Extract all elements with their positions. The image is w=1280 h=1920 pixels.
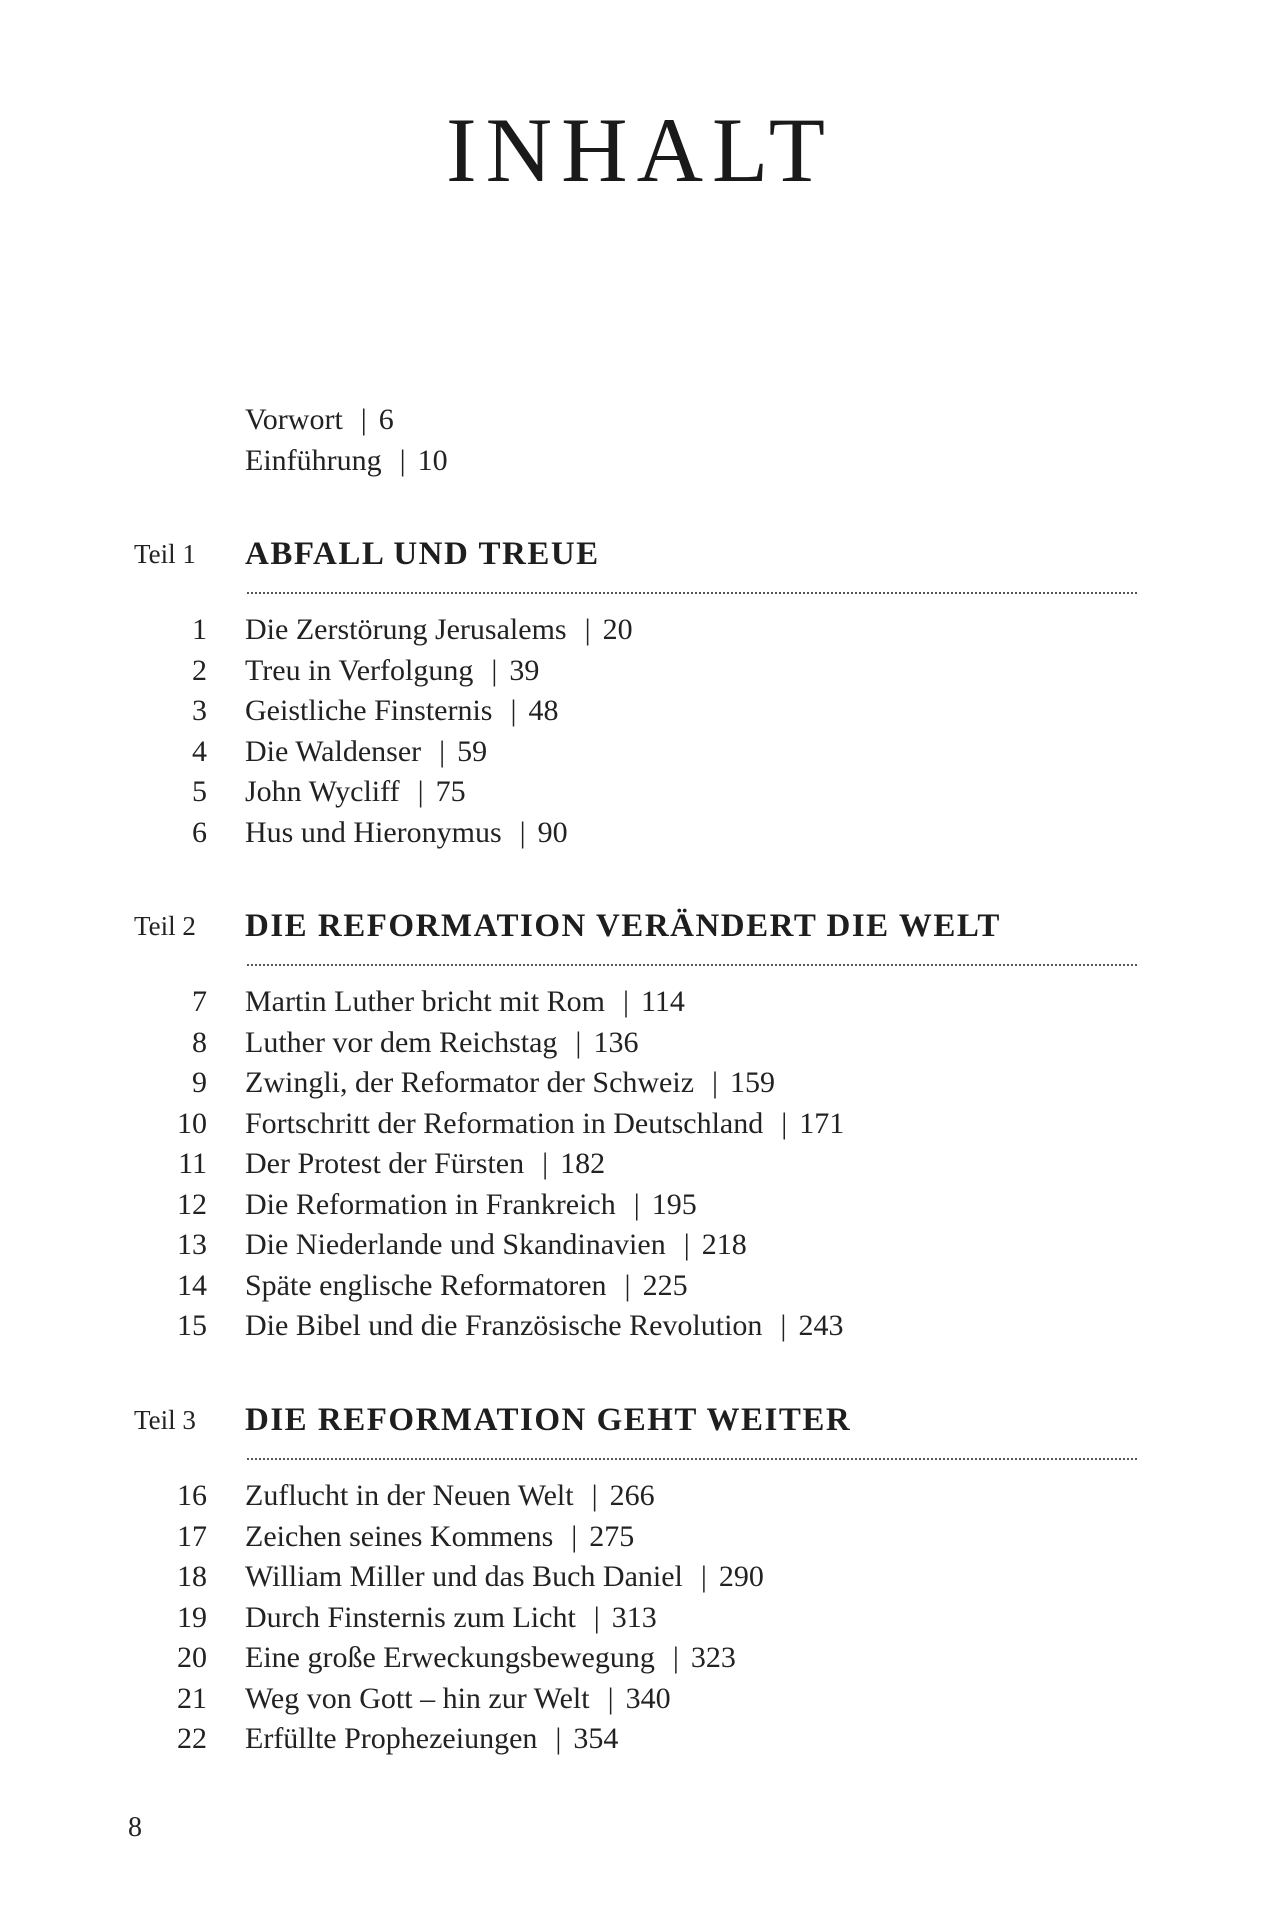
part-heading[interactable] [0, 902, 1280, 950]
entry-line [245, 400, 394, 440]
entry-title: Weg von Gott – hin zur Welt [245, 1681, 590, 1715]
chapter-entry[interactable] [0, 1144, 1280, 1184]
chapter-entry[interactable] [0, 1638, 1280, 1678]
page-separator: | [622, 985, 629, 1018]
page-separator: | [399, 443, 406, 477]
chapter-entry[interactable] [0, 1719, 1280, 1759]
entry-line [245, 772, 466, 812]
entry-line [245, 1719, 618, 1759]
part-label: Teil 3 [134, 1405, 196, 1435]
chapter-number: 1 [192, 613, 207, 646]
chapter-number: 12 [177, 1187, 207, 1221]
chapter-number: 14 [177, 1268, 207, 1302]
dotted-divider [247, 1458, 1137, 1460]
entry-title: Die Niederlande und Skandinavien [245, 1228, 666, 1261]
entry-line [245, 691, 559, 731]
entry-title: Eine große Erweckungsbewegung [245, 1641, 655, 1674]
entry-page-number: 39 [509, 653, 540, 687]
entry-line [245, 982, 685, 1022]
chapter-entry[interactable] [0, 813, 1280, 853]
entry-line [245, 1306, 843, 1346]
chapter-number: 20 [177, 1641, 207, 1674]
entry-page-number: 90 [537, 815, 568, 849]
page-separator: | [510, 694, 517, 727]
entry-title: Die Bibel und die Französische Revolution [245, 1309, 763, 1342]
entry-title: John Wycliff [245, 775, 400, 808]
page-separator: | [584, 613, 591, 646]
front-matter-entry[interactable] [0, 441, 1280, 481]
page-separator: | [624, 1268, 631, 1302]
entry-page-number: 136 [593, 1025, 639, 1059]
page-separator: | [607, 1681, 614, 1715]
chapter-number: 18 [177, 1560, 207, 1593]
entry-page-number: 114 [640, 985, 685, 1018]
page-separator: | [491, 653, 498, 687]
entry-line [245, 1225, 747, 1265]
entry-title: Zuflucht in der Neuen Welt [245, 1479, 574, 1512]
entry-title: Einführung [245, 443, 382, 477]
entry-line [245, 1476, 655, 1516]
part-title: DIE REFORMATION VERÄNDERT DIE WELT [245, 908, 1001, 944]
chapter-entry[interactable] [0, 1306, 1280, 1346]
chapter-number: 16 [177, 1479, 207, 1512]
entry-title: Treu in Verfolgung [245, 653, 474, 687]
page-separator: | [591, 1479, 598, 1512]
entry-page-number: 75 [435, 775, 466, 808]
entry-page-number: 266 [609, 1479, 655, 1512]
page-separator: | [571, 1519, 578, 1553]
part-label: Teil 2 [134, 911, 196, 941]
chapter-entry[interactable] [0, 1225, 1280, 1265]
entry-page-number: 313 [611, 1600, 657, 1634]
page-separator: | [780, 1309, 787, 1342]
chapter-number: 19 [177, 1600, 207, 1634]
entry-line [245, 651, 539, 691]
entry-title: Zeichen seines Kommens [245, 1519, 554, 1553]
chapter-number: 17 [177, 1519, 207, 1553]
page-separator: | [593, 1600, 600, 1634]
page-number: 8 [128, 1812, 142, 1843]
chapter-entry[interactable] [0, 1104, 1280, 1144]
entry-title: Vorwort [245, 403, 343, 436]
chapter-entry[interactable] [0, 982, 1280, 1022]
chapter-number: 10 [177, 1106, 207, 1140]
page-separator: | [417, 775, 424, 808]
chapter-number: 9 [192, 1066, 207, 1099]
entry-page-number: 218 [701, 1228, 747, 1261]
chapter-number: 8 [192, 1025, 207, 1059]
entry-page-number: 323 [690, 1641, 736, 1674]
entry-page-number: 354 [573, 1722, 619, 1755]
chapter-number: 5 [192, 775, 207, 808]
chapter-entry[interactable] [0, 691, 1280, 731]
chapter-entry[interactable] [0, 1679, 1280, 1719]
entry-page-number: 340 [625, 1681, 671, 1715]
front-matter-entry[interactable] [0, 400, 1280, 440]
chapter-entry[interactable] [0, 1063, 1280, 1103]
entry-title: Die Reformation in Frankreich [245, 1187, 616, 1221]
entry-title: Die Waldenser [245, 734, 422, 768]
part-title: ABFALL UND TREUE [245, 536, 600, 572]
entry-page-number: 275 [589, 1519, 635, 1553]
chapter-number: 21 [177, 1681, 207, 1715]
chapter-number: 22 [177, 1722, 207, 1755]
chapter-number: 4 [192, 734, 207, 768]
chapter-number: 3 [192, 694, 207, 727]
chapter-number: 13 [177, 1228, 207, 1261]
entry-line [245, 1598, 657, 1638]
page-separator: | [633, 1187, 640, 1221]
entry-line [245, 1023, 638, 1063]
entry-title: Späte englische Reformatoren [245, 1268, 607, 1302]
chapter-entry[interactable] [0, 1476, 1280, 1516]
entry-title: Geistliche Finsternis [245, 694, 493, 727]
entry-title: William Miller und das Buch Daniel [245, 1560, 683, 1593]
entry-page-number: 290 [718, 1560, 764, 1593]
entry-page-number: 225 [642, 1268, 688, 1302]
part-label: Teil 1 [134, 539, 196, 569]
chapter-entry[interactable] [0, 772, 1280, 812]
entry-title: Luther vor dem Reichstag [245, 1025, 558, 1059]
entry-title: Martin Luther bricht mit Rom [245, 985, 605, 1018]
entry-line [245, 1266, 688, 1306]
entry-page-number: 20 [602, 613, 633, 646]
part-title: DIE REFORMATION GEHT WEITER [245, 1402, 852, 1438]
page-separator: | [575, 1025, 582, 1059]
page-separator: | [439, 734, 446, 768]
chapter-entry[interactable] [0, 732, 1280, 772]
entry-line [245, 732, 487, 772]
page-separator: | [542, 1147, 549, 1180]
chapter-entry[interactable] [0, 1185, 1280, 1225]
chapter-entry[interactable] [0, 1557, 1280, 1597]
entry-line [245, 610, 633, 650]
entry-title: Durch Finsternis zum Licht [245, 1600, 576, 1634]
chapter-entry[interactable] [0, 651, 1280, 691]
page-separator: | [555, 1722, 562, 1755]
entry-page-number: 182 [560, 1147, 606, 1180]
dotted-divider [247, 964, 1137, 966]
entry-title: Hus und Hieronymus [245, 815, 502, 849]
page-separator: | [360, 403, 367, 436]
chapter-entry[interactable] [0, 1598, 1280, 1638]
entry-title: Die Zerstörung Jerusalems [245, 613, 567, 646]
chapter-entry[interactable] [0, 610, 1280, 650]
entry-line [245, 1638, 736, 1678]
page-separator: | [683, 1228, 690, 1261]
entry-page-number: 243 [798, 1309, 844, 1342]
entry-title: Zwingli, der Reformator der Schweiz [245, 1066, 695, 1099]
chapter-entry[interactable] [0, 1266, 1280, 1306]
dotted-divider [247, 592, 1137, 594]
chapter-number: 6 [192, 815, 207, 849]
entry-line [245, 441, 448, 481]
chapter-number: 11 [178, 1147, 207, 1180]
part-heading[interactable] [0, 530, 1280, 578]
entry-title: Fortschritt der Reformation in Deutschland [245, 1106, 764, 1140]
entry-line [245, 1063, 775, 1103]
entry-line [245, 1517, 634, 1557]
page-separator: | [781, 1106, 788, 1140]
entry-line [245, 1185, 697, 1225]
entry-line [245, 1557, 764, 1597]
page-separator: | [712, 1066, 719, 1099]
chapter-entry[interactable] [0, 1517, 1280, 1557]
page-separator: | [672, 1641, 679, 1674]
chapter-number: 15 [177, 1309, 207, 1342]
entry-page-number: 171 [799, 1106, 845, 1140]
entry-line [245, 1144, 605, 1184]
entry-page-number: 195 [651, 1187, 697, 1221]
entry-line [245, 1104, 844, 1144]
entry-line [245, 813, 568, 853]
entry-title: Erfüllte Prophezeiungen [245, 1722, 538, 1755]
page-title: INHALT [446, 99, 834, 201]
part-heading[interactable] [0, 1396, 1280, 1444]
entry-page-number: 10 [417, 443, 448, 477]
chapter-number: 7 [192, 985, 207, 1018]
chapter-entry[interactable] [0, 1023, 1280, 1063]
chapter-number: 2 [192, 653, 207, 687]
entry-page-number: 159 [730, 1066, 776, 1099]
entry-title: Der Protest der Fürsten [245, 1147, 525, 1180]
entry-page-number: 48 [528, 694, 559, 727]
page-separator: | [519, 815, 526, 849]
page-separator: | [700, 1560, 707, 1593]
entry-line [245, 1679, 671, 1719]
entry-page-number: 6 [378, 403, 394, 436]
entry-page-number: 59 [457, 734, 488, 768]
